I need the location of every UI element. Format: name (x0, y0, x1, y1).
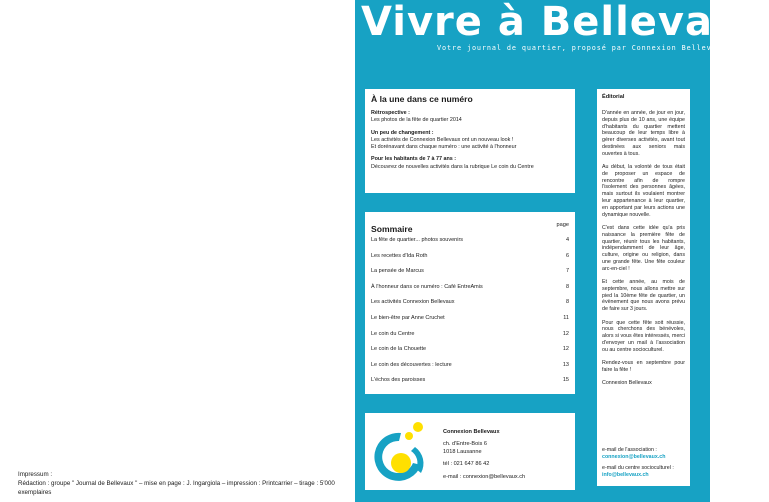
toc-item-page: 12 (562, 330, 569, 337)
toc-item-page: 8 (565, 299, 569, 306)
toc-item-title: L'échos des paroisses (371, 377, 426, 384)
imprint (18, 470, 348, 497)
headline-line: Les photos de la fête de quartier 2014 (371, 117, 462, 124)
toc-row (371, 315, 569, 331)
toc-item-page: 11 (563, 314, 569, 321)
toc-row (371, 346, 569, 362)
contact-phone: tél : 021 647 86 42 (443, 461, 490, 468)
toc-row (371, 331, 569, 347)
toc-row (371, 377, 569, 393)
toc-item-page: 15 (562, 377, 569, 384)
toc-row (371, 284, 569, 300)
toc-item-title: À l'honneur dans ce numéro : Café EntreAmis (371, 283, 483, 290)
toc-item-page: 8 (565, 283, 569, 290)
masthead-tagline: Votre journal de quartier, proposé par Connexion Bellevaux (437, 44, 727, 52)
headline-line: Découvrez de nouvelles activités dans la rubrique Le coin du Centre (371, 163, 534, 170)
imprint-label: Impressum : (18, 471, 53, 478)
toc-item-title: Le coin de la Chouette (371, 346, 427, 353)
toc-item-title: Le coin du Centre (371, 330, 415, 337)
toc-title: Sommaire (371, 224, 413, 234)
contact-city: 1018 Lausanne (443, 448, 482, 455)
headline-section (371, 156, 571, 171)
cover-page (355, 0, 769, 502)
centre-email-label: e-mail du centre socioculturel : (602, 464, 674, 471)
editorial-title: Éditorial (602, 94, 625, 100)
contact-box (365, 413, 575, 490)
contact-email[interactable]: e-mail : connexion@bellevaux.ch (443, 473, 526, 480)
toc-item-page: 12 (562, 346, 569, 353)
toc-row (371, 362, 569, 378)
toc-page-label: page (556, 222, 569, 228)
toc-row (371, 299, 569, 315)
headline-line: Les activités de Connexion Bellevaux ont un nouveau look ! (371, 136, 514, 143)
toc-item-title: Le coin des découvertes : lecture (371, 361, 452, 368)
left-page (0, 0, 355, 502)
contact-street: ch. d'Entre-Bois 6 (443, 441, 487, 448)
toc-item-title: Les recettes d'Ida Roth (371, 252, 428, 259)
contact-org-name: Connexion Bellevaux (443, 429, 500, 435)
imprint-text: Rédaction : groupe " Journal de Bellevaux " – mise en page : J. Ingargiola – impression : Printcarrier – tirage : 5'000 exemplaires (18, 480, 335, 496)
headline-section (371, 110, 571, 125)
editorial-paragraph: C'est dans cette idée qu'a pris naissance la première fête de quartier, réunir tous les habitants, indépendamment de leur âge, culture, origine ou religion, dans une grande fête. Une fête couleur arc-en-ciel ! (602, 224, 685, 272)
masthead-title: Vivre à Bellevaux (361, 0, 769, 45)
headline-heading: Pour les habitants de 7 à 77 ans : (371, 156, 457, 163)
editorial-paragraph: D'année en année, de jour en jour, depuis plus de 10 ans, une équipe d'habitants du quartier mettent beaucoup de leur temps libre à gérer diverses activités, avant tout destinées aux seniors mais ouvertes à tous. (602, 110, 685, 157)
editorial-signature: Connexion Bellevaux (602, 380, 652, 387)
toc-row (371, 237, 569, 253)
toc-item-page: 4 (565, 237, 569, 243)
toc-item-page: 7 (565, 268, 569, 275)
editorial-paragraph: Au début, la volonté de tous était de proposer un espace de rencontre afin de rompre l'isolement des personnes âgées, mais surtout ils voulaient montrer leur appartenance à leur quartier, en apportant par leurs actions une dynamique nouvelle. (602, 164, 685, 218)
toc-item-title: La fête de quartier... photos souvenirs (371, 237, 464, 243)
toc-item-title: La pensée de Marcus (371, 268, 424, 275)
editorial-contact (602, 447, 688, 479)
centre-email-link[interactable]: info@bellevaux.ch (602, 471, 649, 478)
table-of-contents-box (365, 212, 575, 394)
association-email-label: e-mail de l'association : (602, 447, 657, 453)
headline-heading: Rétrospective : (371, 110, 410, 116)
toc-item-page: 13 (562, 361, 569, 368)
association-email-link[interactable]: connexion@bellevaux.ch (602, 453, 666, 460)
editorial-box (597, 89, 690, 486)
toc-row (371, 268, 569, 284)
toc-row (371, 253, 569, 269)
toc-item-title: Les activités Connexion Bellevaux (371, 299, 455, 306)
toc-item-title: Le bien-être par Anne Cruchet (371, 314, 445, 321)
connexion-logo-icon (371, 419, 437, 485)
headline-heading: Un peu de changement : (371, 129, 434, 136)
headline-line: Et dorénavant dans chaque numéro : une activité à l'honneur (371, 144, 517, 151)
headlines-title: À la une dans ce numéro (371, 94, 473, 104)
toc-item-page: 6 (565, 252, 569, 259)
editorial-paragraph: Rendez-vous en septembre pour faire la fête ! (602, 360, 685, 373)
headline-section (371, 130, 571, 152)
headlines-box (365, 89, 575, 193)
editorial-paragraph: Pour que cette fête soit réussie, nous cherchons des bénévoles, alors si vous êtes intéressés, merci d'envoyer un mail à l'association ou au centre socioculturel. (602, 319, 685, 353)
editorial-paragraph: Et cette année, au mois de septembre, nous allons mettre sur pied la 10ème fête de quartier, un évènement que nous avons prévu de faire sur 3 jours. (602, 279, 685, 313)
